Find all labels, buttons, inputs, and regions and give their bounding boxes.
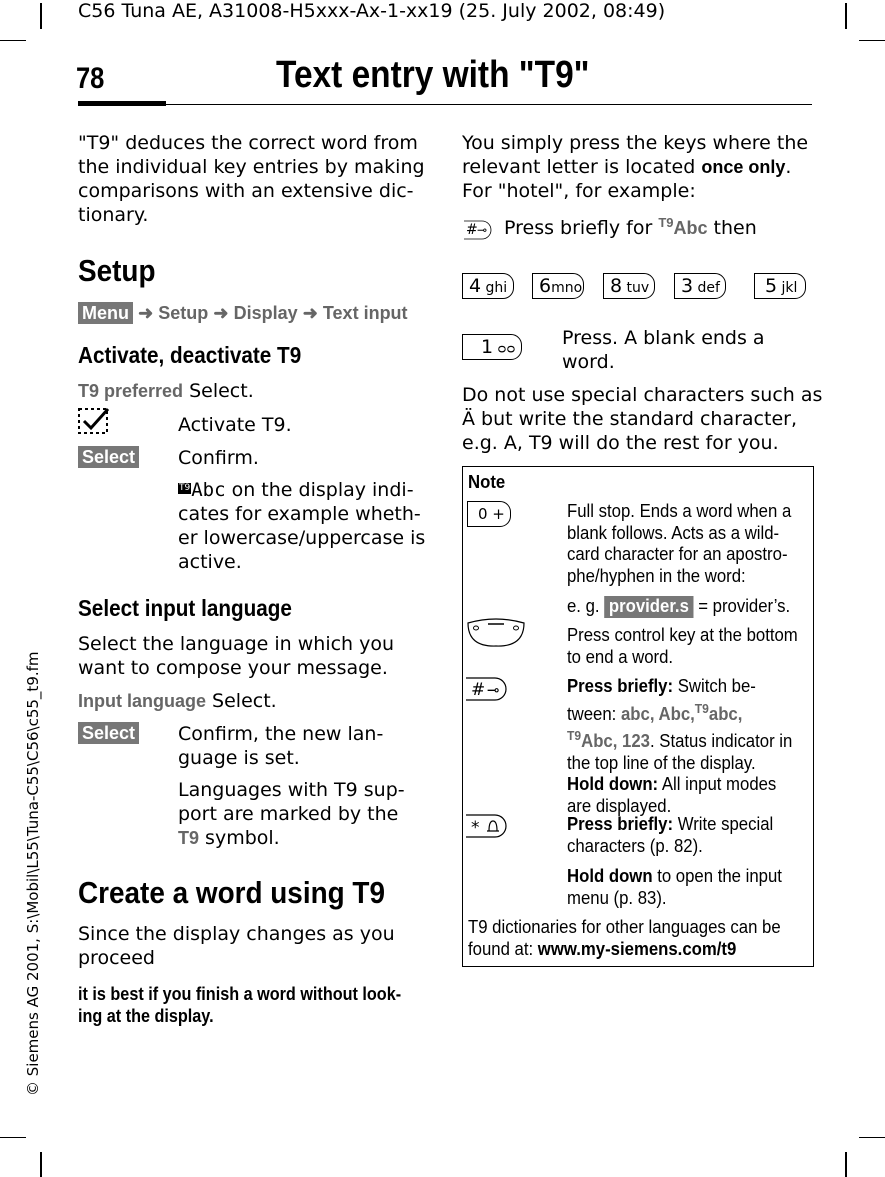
- select-softkey-2[interactable]: Select: [78, 722, 139, 744]
- svg-text:*: *: [471, 818, 480, 838]
- create-paragraph: Since the display changes as you proceed: [78, 923, 395, 969]
- dictionary-url[interactable]: www.my-siemens.com/t9: [537, 938, 737, 959]
- simply-press-paragraph: You simply press the keys where the relevant letter is located once only. For "hotel", for example:: [462, 132, 809, 202]
- title-rule-thin: [166, 104, 812, 105]
- confirm-new-language: Confirm, the new lan- guage is set.: [178, 723, 384, 769]
- key-5-jkl[interactable]: 5 jkl: [754, 273, 806, 299]
- hash-key-text: Press briefly: Switch be- tween: abc, Abc,$^{T9}$abc, $^{T9}$Abc, 123. Status indicator in the top line of the display. Hold down: All input modes are displayed.: [567, 676, 793, 816]
- control-key-icon[interactable]: [466, 617, 526, 647]
- menu-path: Menu ➜ Setup ➜ Display ➜ Text input: [78, 302, 408, 324]
- languages-t9-text: Languages with T9 sup- port are marked by the T9 symbol.: [178, 779, 405, 849]
- key-1-voicemail[interactable]: 1 ᴑᴑ: [462, 334, 522, 360]
- abc-symbol: Abc: [191, 479, 226, 501]
- svg-text:#: #: [471, 680, 486, 700]
- input-language-line: Input language Select.: [78, 690, 277, 712]
- star-key-text: Press briefly: Write special characters (p. 82).: [567, 814, 774, 856]
- bold-tip: it is best if you finish a word without look- ing at the display.: [78, 984, 402, 1026]
- activate-t9-text: Activate T9.: [178, 414, 292, 436]
- svg-text:#: #: [466, 222, 478, 238]
- checkbox-checked-icon: [78, 405, 112, 435]
- document-header: C56 Tuna AE, A31008-H5xxx-Ax-1-xx19 (25. July 2002, 08:49): [78, 0, 666, 22]
- key-4-ghi[interactable]: 4 ghi: [462, 273, 514, 299]
- title-rule: [78, 101, 166, 106]
- crop-mark: [845, 3, 847, 29]
- create-word-heading: Create a word using T9: [78, 875, 385, 910]
- select-softkey[interactable]: Select: [78, 446, 139, 468]
- key-0-plus[interactable]: 0 +: [467, 501, 511, 527]
- copyright-sidebar: © Siemens AG 2001, S:\Mobil\L55\Tuna-C55\C56\c55_t9.fm: [24, 651, 42, 1096]
- page-number: 78: [76, 62, 105, 95]
- confirm-text: Confirm.: [178, 447, 259, 469]
- page-title: Text entry with "T9": [276, 54, 590, 96]
- provider-example: e. g. provider.s = provider’s.: [567, 596, 791, 616]
- crop-mark: [859, 1137, 885, 1138]
- setup-heading: Setup: [78, 253, 156, 288]
- press-briefly-line: Press briefly for $^{T9}$Abc then: [504, 215, 757, 239]
- menu-softkey[interactable]: Menu: [78, 302, 133, 324]
- control-key-text: Press control key at the bottom to end a word.: [567, 625, 798, 667]
- crop-mark: [0, 1137, 26, 1138]
- crop-mark: [40, 3, 42, 29]
- star-hold-text: Hold down to open the input menu (p. 83).: [567, 866, 782, 908]
- special-characters-paragraph: Do not use special characters such as Ä but write the standard character, e.g. A, T9 will do the rest for you.: [462, 384, 823, 454]
- svg-text:⊸: ⊸: [477, 223, 488, 237]
- note-title: Note: [468, 472, 506, 492]
- svg-text:⊸: ⊸: [487, 681, 500, 699]
- key-6-mno[interactable]: 6mno: [532, 273, 584, 299]
- crop-mark: [845, 1152, 847, 1177]
- hash-key-icon-note[interactable]: [465, 676, 511, 702]
- t9-preferred-line: T9 preferred Select.: [78, 380, 254, 402]
- select-language-heading: Select input language: [78, 595, 292, 621]
- press-blank-text: Press. A blank ends a word.: [562, 327, 765, 373]
- key-8-tuv[interactable]: 8 tuv: [603, 273, 655, 299]
- star-key-icon[interactable]: [465, 813, 511, 839]
- activate-heading: Activate, deactivate T9: [78, 342, 302, 368]
- key-3-def[interactable]: 3 def: [674, 273, 726, 299]
- crop-mark: [859, 40, 885, 41]
- fullstop-text: Full stop. Ends a word when a blank follows. Acts as a wild- card character for an apostro- phe/hyphen in the word:: [567, 501, 792, 586]
- crop-mark: [0, 40, 26, 41]
- dictionaries-text: T9 dictionaries for other languages can be found at: www.my-siemens.com/t9: [468, 917, 781, 959]
- t9-badge-icon: T9: [179, 483, 191, 493]
- intro-paragraph: "T9" deduces the correct word from the individual key entries by making comparisons with an extensive dic- tionary.: [78, 132, 425, 226]
- language-paragraph: Select the language in which you want to compose your message.: [78, 633, 395, 679]
- t9-symbol: T9: [178, 828, 200, 848]
- provider-chip: provider.s: [604, 596, 693, 618]
- crop-mark: [40, 1152, 42, 1177]
- display-indicator-text: T9Abc on the display indi- cates for example wheth- er lowercase/uppercase is active.: [178, 479, 426, 573]
- hash-key-icon: [462, 218, 494, 240]
